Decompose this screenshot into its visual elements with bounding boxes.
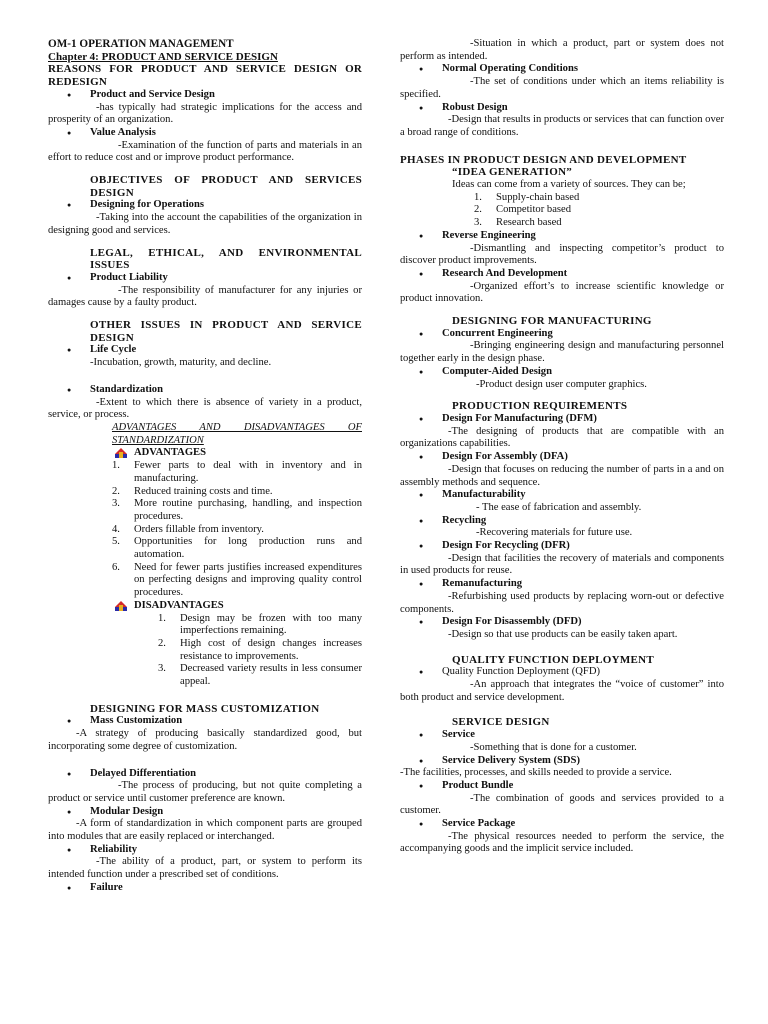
disadvantage-item	[48, 638, 362, 663]
list-item-text: Opportunities for long production runs and automation.	[134, 536, 362, 561]
advantage-item	[48, 460, 362, 485]
idea-source-item	[400, 204, 724, 217]
desc-remanufacturing: -Refurbishing used products by replacing worn-out or defective components.	[400, 590, 724, 615]
term-value-analysis: ● Value Analysis	[48, 127, 362, 140]
term-modular-design: ● Modular Design	[48, 806, 362, 819]
desc-service-package: -The physical resources needed to perform the service, the accompanying goods and the implicit service included.	[400, 830, 724, 855]
advantage-item	[48, 524, 362, 537]
course-title: OM-1 OPERATION MANAGEMENT	[48, 38, 234, 50]
term-reverse-engineering: ● Reverse Engineering	[400, 230, 724, 243]
desc-concurrent-engineering: -Bringing engineering design and manufacturing personnel together early in the design phase.	[400, 340, 724, 365]
term-delayed-differentiation: ● Delayed Differentiation	[48, 768, 362, 781]
list-number: 5.	[112, 536, 120, 548]
objectives-heading: OBJECTIVES OF PRODUCT AND SERVICES DESIGN	[90, 174, 362, 199]
term-designing-operations: ● Designing for Operations	[48, 199, 362, 212]
desc-normal-operating-conditions: -The set of conditions under which an items reliability is specified.	[400, 76, 724, 100]
term-computer-aided-design: ● Computer-Aided Design	[400, 366, 724, 379]
idea-sources-list	[400, 192, 724, 230]
advantage-item	[48, 536, 362, 561]
ideas-intro: Ideas can come from a variety of sources. They can be;	[452, 179, 686, 191]
chapter-title: Chapter 4: PRODUCT AND SERVICE DESIGN	[48, 50, 278, 63]
desc-research-development: -Organized effort’s to increase scientific knowledge or product innovation.	[400, 280, 724, 305]
term-failure: ● Failure	[48, 882, 362, 895]
desc-product-bundle: -The combination of goods and services provided to a customer.	[400, 792, 724, 817]
reasons-heading: REASONS FOR PRODUCT AND SERVICE DESIGN OR REDESIGN	[48, 63, 362, 89]
term-standardization: ● Standardization	[48, 384, 362, 397]
term-robust-design: ● Robust Design	[400, 102, 724, 115]
term-dfr: ● Design For Recycling (DFR)	[400, 540, 724, 553]
desc-designing-operations: -Taking into the account the capabilities of the organization in designing good and services.	[48, 212, 362, 236]
list-number: 2.	[474, 204, 482, 216]
advantage-item	[48, 486, 362, 499]
term-dfm: ● Design For Manufacturing (DFM)	[400, 413, 724, 426]
term-life-cycle: ● Life Cycle	[48, 344, 362, 357]
term-normal-operating-conditions: ● Normal Operating Conditions	[400, 63, 724, 76]
desc-modular-design: -A form of standardization in which component parts are grouped into modules that are easily replaced or interchanged.	[48, 818, 362, 843]
desc-mass-customization: -A strategy of producing basically standardized good, but incorporating some degree of customization.	[48, 728, 362, 752]
advantage-item	[48, 498, 362, 523]
desc-value-analysis: -Examination of the function of parts and materials in an effort to reduce cost and or improve product performance.	[48, 139, 362, 164]
list-item-text: Supply-chain based	[496, 191, 580, 203]
term-dfa: ● Design For Assembly (DFA)	[400, 451, 724, 464]
term-product-liability: ● Product Liability	[48, 272, 362, 285]
disadvantage-item	[48, 663, 362, 688]
other-issues-heading: OTHER ISSUES IN PRODUCT AND SERVICE DESIGN	[90, 319, 362, 344]
list-number: 6.	[112, 561, 120, 573]
list-number: 3.	[474, 217, 482, 229]
list-item-text: Design may be frozen with too many imperfections remaining.	[180, 612, 362, 637]
list-number: 1.	[474, 191, 482, 203]
desc-recycling: -Recovering materials for future use.	[476, 527, 633, 539]
legal-heading: LEGAL, ETHICAL, AND ENVIRONMENTAL ISSUES	[90, 246, 362, 272]
desc-computer-aided-design: -Product design user computer graphics.	[476, 378, 647, 390]
mass-customization-heading: DESIGNING FOR MASS CUSTOMIZATION	[90, 702, 320, 715]
desc-dfa: -Design that focuses on reducing the number of parts in a and on assembly methods and sequence.	[400, 463, 724, 488]
desc-reliability: -The ability of a product, part, or system to perform its intended function under a prescribed set of conditions.	[48, 856, 362, 881]
disadvantages-list	[48, 613, 362, 689]
list-number: 2.	[158, 637, 166, 649]
desc-robust-design: -Design that results in products or services that can function over a broad range of conditions.	[400, 114, 724, 138]
term-sds: ● Service Delivery System (SDS)	[400, 755, 724, 768]
list-item-text: More routine purchasing, handling, and inspection procedures.	[134, 498, 362, 522]
desc-standardization: -Extent to which there is absence of variety in a product, service, or process.	[48, 396, 362, 421]
term-service-package: ● Service Package	[400, 818, 724, 831]
desc-product-service-design: -has typically had strategic implications for the access and prosperity of an organization.	[48, 101, 362, 126]
list-item-text: Competitor based	[496, 204, 572, 216]
term-qfd: ● Quality Function Deployment (QFD)	[400, 666, 724, 679]
term-concurrent-engineering: ● Concurrent Engineering	[400, 328, 724, 341]
qfd-heading: QUALITY FUNCTION DEPLOYMENT	[452, 653, 655, 666]
list-item-text: High cost of design changes increases resistance to improvements.	[180, 637, 362, 662]
term-remanufacturing: ● Remanufacturing	[400, 578, 724, 591]
idea-source-item	[400, 217, 724, 230]
advantages-list	[48, 460, 362, 600]
list-item-text: Reduced training costs and time.	[134, 485, 273, 497]
list-number: 4.	[112, 523, 120, 535]
term-research-development: ● Research And Development	[400, 268, 724, 281]
desc-delayed-differentiation: -The process of producing, but not quite completing a product or service until customer preference are known.	[48, 780, 362, 804]
desc-dfr: -Design that facilities the recovery of materials and components in used products for reuse.	[400, 552, 724, 577]
list-item-text: Fewer parts to deal with in inventory and in manufacturing.	[134, 460, 362, 484]
desc-service: -Something that is done for a customer.	[470, 741, 637, 753]
desc-dfm: -The designing of products that are compatible with an organizations capabilities.	[400, 425, 724, 450]
desc-failure: -Situation in which a product, part or system does not perform as intended.	[400, 38, 724, 62]
desc-sds: -The facilities, processes, and skills needed to provide a service.	[400, 767, 672, 779]
term-recycling: ● Recycling	[400, 515, 724, 528]
list-item-text: Decreased variety results in less consumer appeal.	[180, 663, 362, 688]
term-mass-customization: ● Mass Customization	[48, 715, 362, 728]
list-item-text: Need for fewer parts justifies increased expenditures on perfecting designs and improving quality control procedures.	[134, 561, 362, 599]
term-reliability: ● Reliability	[48, 844, 362, 857]
disadvantages-label: DISADVANTAGES	[48, 600, 362, 613]
advantages-label: ADVANTAGES	[48, 447, 362, 460]
term-product-service-design: ● Product and Service Design	[48, 89, 362, 102]
list-number: 1.	[158, 612, 166, 624]
production-requirements-heading: PRODUCTION REQUIREMENTS	[452, 400, 628, 413]
advantage-item	[48, 562, 362, 600]
list-item-text: Research based	[496, 217, 562, 229]
list-item-text: Orders fillable from inventory.	[134, 523, 264, 535]
idea-source-item	[400, 192, 724, 205]
list-number: 3.	[112, 498, 120, 510]
term-dfd: ● Design For Disassembly (DFD)	[400, 616, 724, 629]
disadvantage-item	[48, 613, 362, 638]
idea-generation-heading: “IDEA GENERATION”	[452, 166, 573, 179]
left-column	[48, 38, 362, 895]
right-column	[400, 38, 724, 856]
phases-heading: PHASES IN PRODUCT DESIGN AND DEVELOPMENT	[400, 153, 687, 166]
desc-product-liability: -The responsibility of manufacturer for any injuries or damages cause by a faulty product.	[48, 284, 362, 309]
desc-qfd: -An approach that integrates the “voice of customer” into both product and service development.	[400, 679, 724, 703]
list-number: 3.	[158, 663, 166, 675]
desc-life-cycle: -Incubation, growth, maturity, and decline.	[90, 357, 272, 369]
desc-manufacturability: - The ease of fabrication and assembly.	[476, 501, 642, 513]
term-manufacturability: ● Manufacturability	[400, 489, 724, 502]
term-product-bundle: ● Product Bundle	[400, 780, 724, 793]
list-number: 2.	[112, 485, 120, 497]
designing-manufacturing-heading: DESIGNING FOR MANUFACTURING	[452, 315, 652, 328]
list-number: 1.	[112, 460, 120, 472]
desc-dfd: -Design so that use products can be easily taken apart.	[448, 628, 678, 640]
desc-reverse-engineering: -Dismantling and inspecting competitor’s product to discover product improvements.	[400, 242, 724, 267]
term-service: ● Service	[400, 729, 724, 742]
adv-disadv-heading: ADVANTAGES AND DISADVANTAGES OF STANDARDIZATION	[112, 421, 362, 446]
service-design-heading: SERVICE DESIGN	[452, 716, 550, 729]
